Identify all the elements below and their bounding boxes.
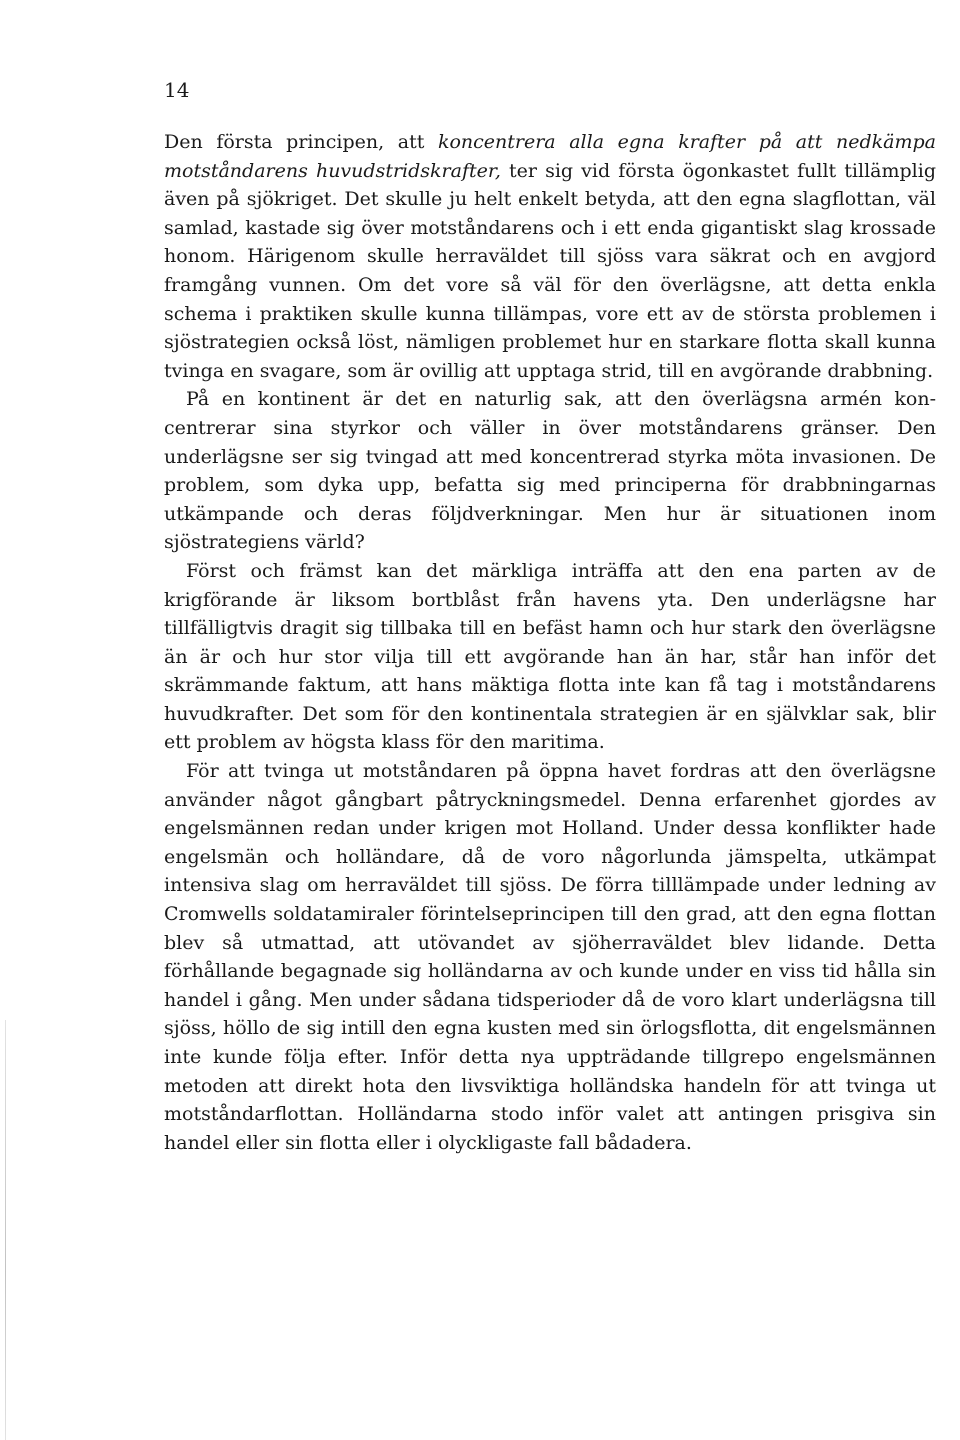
scan-margin-line — [5, 1020, 6, 1440]
paragraph-2: På en kontinent är det en naturlig sak, att den överlägsna armén koncentrerar sina styrkor och väller in över motståndarens gränser. Den underlägsne ser sig tvingad att med koncentrerad styrka möta invasionen. De problem, som dyka upp, befatta sig med principerna för drabbningarnas utkämpande och deras följdverkningar. Men hur är situationen inom sjöstrategiens värld? — [164, 388, 936, 554]
paragraph-1-rest: ter sig vid första ögonkastet fullt tillämplig även på sjökriget. Det skulle ju helt enkelt betyda, att den egna slagflottan, väl samlad, kastade sig över motståndarens och i ett enda gigantiskt slag krossade honom. Härigenom skulle herraväldet till sjöss vara säkrat och en avgjord framgång vunnen. Om det vore så väl för den överlägsne, att detta enkla schema i praktiken skulle kunna tillämpas, vore ett av de största problemen i sjöstrategien också löst, nämligen problemet hur en starkare flotta skall kunna tvinga en svagare, som är ovillig att upptaga strid, till en avgörande drabbning. — [164, 159, 936, 382]
paragraph-3: Först och främst kan det märkliga inträffa att den ena parten av de krigförande är liksom bortblåst från havens yta. Den underlägsne har tillfälligtvis dragit sig tillbaka till en befäst hamn och hur stark den överlägsne än är och hur stor vilja till ett avgörande han än har, står han inför det skrämmande faktum, att hans mäktiga flotta inte kan få tag i motståndarens huvudkrafter. Det som för den kontinentala strategien är en självklar sak, blir ett problem av högsta klass för den maritima. — [164, 559, 936, 754]
paragraph-1 — [164, 128, 936, 385]
page-number: 14 — [164, 78, 190, 102]
body-text — [164, 128, 936, 1157]
paragraph-1-emphasis: koncentrera alla egna krafter på att nedkämpa motståndarens huvudstridskrafter, — [164, 131, 936, 182]
paragraph-4: För att tvinga ut motståndaren på öppna havet fordras att den överlägsne använder något gångbart påtryckningsmedel. Denna erfarenhet gjordes av engelsmännen redan under krigen mot Holland. Under dessa konflikter hade engelsmän och holländare, då de voro någorlunda jämspelta, utkämpat intensiva slag om herraväldet till sjöss. De förra tilllämpade under ledning av Cromwells soldatamiraler förintelseprincipen till den grad, att den egna flottan blev så utmattad, att utövandet av sjöherraväldet blev lidande. Detta förhållande begagnade sig holländarna av och kunde under en viss tid hålla sin handel i gång. Men under sådana tidsperioder då de voro klart underlägsna till sjöss, höllo de sig intill den egna kusten med sin örlogsflotta, dit engelsmännen inte kunde följa efter. Inför detta nya uppträdande tillgrepo engelsmännen metoden att direkt hota den livsviktiga holländska handeln för att tvinga ut motståndarflottan. Holländarna stodo inför valet att antingen prisgiva sin handel eller sin flotta eller i olyckligaste fall bådadera. — [164, 760, 936, 1154]
paragraph-1-lead: Den första principen, att — [164, 131, 438, 153]
